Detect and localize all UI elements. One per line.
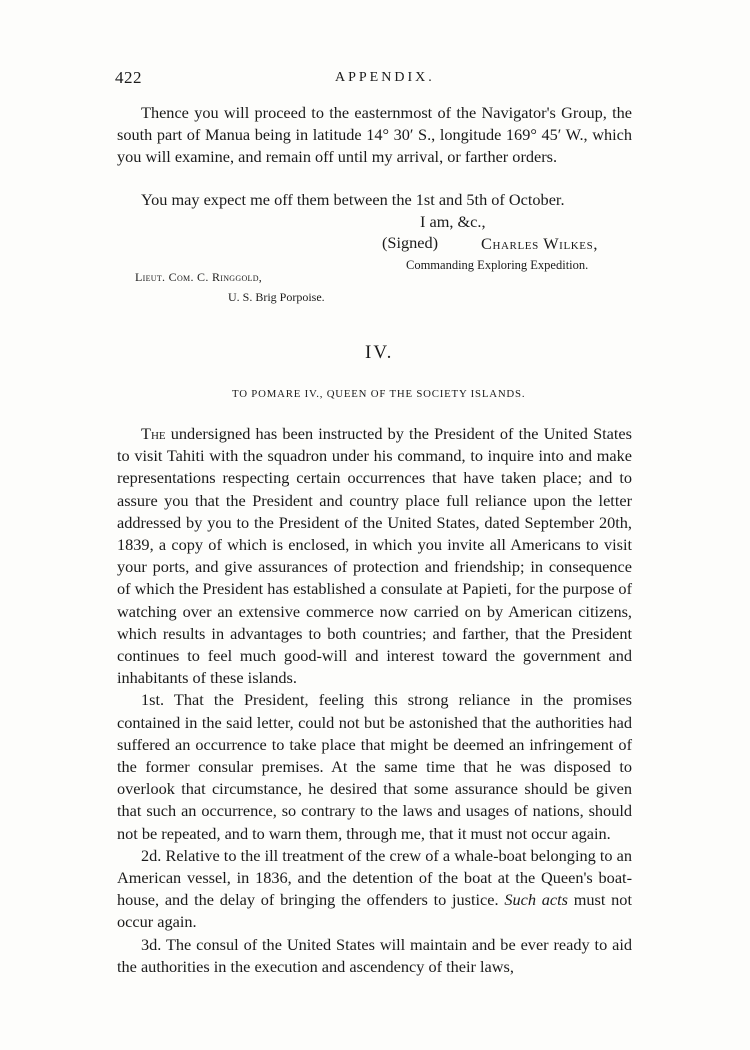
addressee-line-2: U. S. Brig Porpoise. xyxy=(228,290,325,304)
section-body xyxy=(117,423,632,978)
body-paragraph-1 xyxy=(117,423,632,689)
letter-closing: I am, &c., xyxy=(420,212,486,231)
signer-name: Charles Wilkes, xyxy=(481,234,599,253)
letter-paragraph-2-text: You may expect me off them between the 1st and 5th of October. xyxy=(141,190,565,209)
body-paragraph-4: 3d. The consul of the United States will maintain and be ever ready to aid the authorities in the execution and ascendency of their laws, xyxy=(117,934,632,976)
letter-paragraph-1-text: Thence you will proceed to the easternmost of the Navigator's Group, the south part of Manua being in latitude 14° 30′ S., longitude 169° 45′ W., which you will examine, and remain off until my arrival, or farther orders. xyxy=(117,103,632,167)
body-paragraph-3-end: must not occur again. xyxy=(117,890,632,932)
page-header xyxy=(115,68,635,92)
page-number: 422 xyxy=(115,68,142,87)
signer-title: Commanding Exploring Expedition. xyxy=(406,258,589,272)
lead-word: The xyxy=(141,424,166,443)
letter-paragraph-1 xyxy=(117,102,632,169)
body-paragraph-2: 1st. That the President, feeling this strong reliance in the promises contained in the said letter, could not but be astonished that the authorities had suffered an occurrence to take place that might be deemed an infringement of the former consular premises. At the same time that he was disposed to overlook that circumstance, he desired that some assurance should be given that such an occurrence, so contrary to the laws and usages of nations, should not be repeated, and to warn them, through me, that it must not occur again. xyxy=(117,690,632,843)
addressee-line-1: Lieut. Com. C. Ringgold, xyxy=(135,270,263,284)
section-number: IV. xyxy=(365,342,394,363)
body-paragraph-3-text: 2d. Relative to the ill treatment of the crew of a whale-boat belonging to an American vessel, in 1836, and the detention of the boat at the Queen's boat-house, and the delay of bringing the offenders to justice. xyxy=(117,845,632,910)
running-head: APPENDIX. xyxy=(335,70,435,85)
section-heading: TO POMARE IV., QUEEN OF THE SOCIETY ISLANDS. xyxy=(232,388,526,400)
body-paragraph-1-text: undersigned has been instructed by the President of the United States to visit Tahiti with the squadron under his command, to inquire into and make representations respecting certain occurrences that have taken place; and to assure you that the President and country place full reliance upon the letter addressed by you to the President of the United States, dated September 20th, 1839, a copy of which is enclosed, in which you invite all Americans to visit your ports, and give assurances of protection and friendship; in consequence of which the President has established a consulate at Papieti, for the purpose of watching over an extensive commerce now carried on by American citizens, which results in advantages to both countries; and farther, that the President continues to feel much good-will and interest toward the government and inhabitants of these islands. xyxy=(117,424,632,688)
italic-emphasis: Such acts xyxy=(504,890,568,910)
letter-paragraph-2 xyxy=(117,189,632,211)
body-paragraph-3 xyxy=(117,845,632,934)
signed-label: (Signed) xyxy=(382,233,439,252)
